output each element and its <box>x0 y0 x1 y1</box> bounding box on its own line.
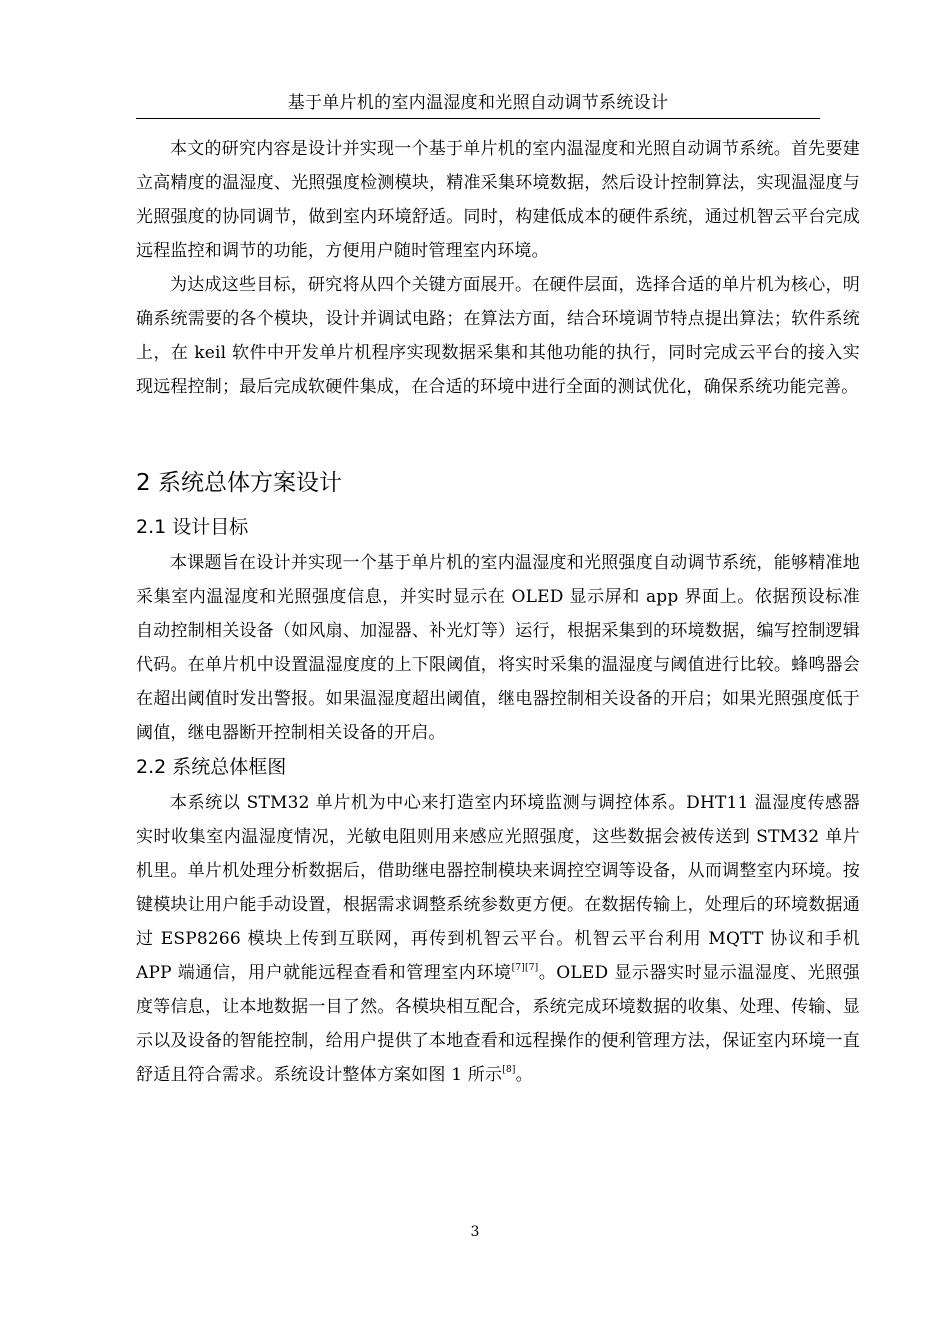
intro-paragraph-1: 本文的研究内容是设计并实现一个基于单片机的室内温湿度和光照自动调节系统。首先要建立高精度的温湿度、光照强度检测模块，精准采集环境数据，然后设计控制算法，实现温湿度与光照强度的协同调节，做到室内环境舒适。同时，构建低成本的硬件系统，通过机智云平台完成远程监控和调节的功能，方便用户随时管理室内环境。 <box>136 139 860 261</box>
section-2-1-paragraph: 本课题旨在设计并实现一个基于单片机的室内温湿度和光照强度自动调节系统，能够精准地采集室内温湿度和光照强度信息，并实时显示在 OLED 显示屏和 app 界面上。依据预设标准自动控制相关设备（如风扇、加湿器、补光灯等）运行，根据采集到的环境数据，编写控制逻辑代码。在单片机中设置温湿度度的上下限阈值，将实时采集的温湿度与阈值进行比较。蜂鸣器会在超出阈值时发出警报。如果温湿度超出阈值，继电器控制相关设备的开启；如果光照强度低于阈值，继电器断开控制相关设备的开启。 <box>136 553 860 743</box>
citation: [8] <box>502 1065 516 1075</box>
paragraph-text: 。 <box>515 1065 533 1085</box>
section-2-1-heading: 2.1 设计目标 <box>136 516 249 538</box>
section-2-1 <box>136 512 860 750</box>
section-2-heading: 2 系统总体方案设计 <box>136 470 342 496</box>
section-2-2-paragraph <box>136 786 860 1092</box>
section-2-2 <box>136 752 860 1092</box>
paragraph-text: 本系统以 STM32 单片机为中心来打造室内环境监测与调控体系。DHT11 温湿度传感器实时收集室内温湿度情况，光敏电阻则用来感应光照强度，这些数据会被传送到 STM32 单片机里。单片机处理分析数据后，借助继电器控制模块来调控空调等设备，从而调整室内环境。按键模块让用户能手动设置，根据需求调整系统参数更方便。在数据传输上，处理后的环境数据通过 ESP8266 模块上传到互联网，再传到机智云平台。机智云平台利用 MQTT 协议和手机 APP 端通信，用户就能远程查看和管理室内环境 <box>136 793 860 983</box>
section-2-2-heading: 2.2 系统总体框图 <box>136 756 287 778</box>
intro-section <box>136 132 860 404</box>
running-header <box>136 88 820 119</box>
citation: [7][7] <box>511 963 539 973</box>
intro-paragraph-2: 为达成这些目标，研究将从四个关键方面展开。在硬件层面，选择合适的单片机为核心，明确系统需要的各个模块，设计并调试电路；在算法方面，结合环境调节特点提出算法；软件系统上，在 keil 软件中开发单片机程序实现数据采集和其他功能的执行，同时完成云平台的接入实现远程控制；最后完成软硬件集成，在合适的环境中进行全面的测试优化，确保系统功能完善。 <box>136 275 860 397</box>
paragraph-text: 。OLED 显示器实时显示温湿度、光照强度等信息，让本地数据一目了然。各模块相互配合，系统完成环境数据的收集、处理、传输、显示以及设备的智能控制，给用户提供了本地查看和远程操作的便利管理方法，保证室内环境一直舒适且符合需求。系统设计整体方案如图 1 所示 <box>136 963 860 1085</box>
page-number: 3 <box>470 1224 480 1240</box>
header-title: 基于单片机的室内温湿度和光照自动调节系统设计 <box>287 93 669 113</box>
